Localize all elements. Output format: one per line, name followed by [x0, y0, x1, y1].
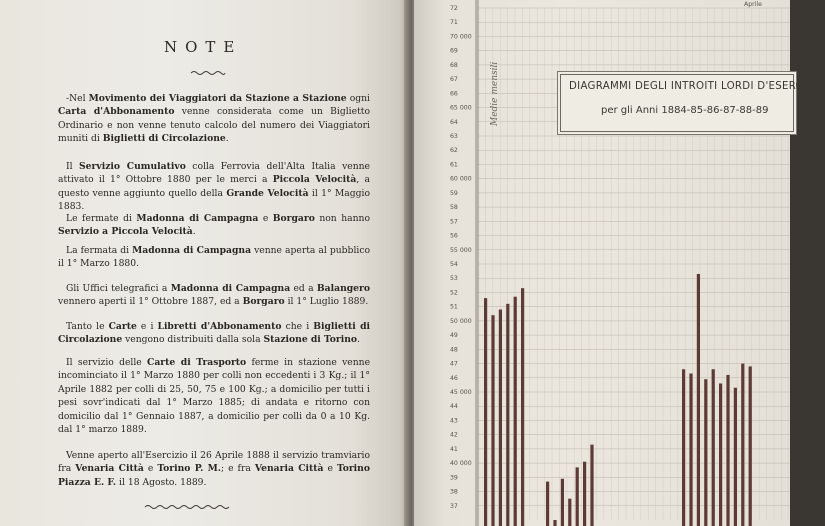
y-tick-label: 43	[450, 417, 458, 425]
y-tick-label: 45 000	[450, 389, 472, 396]
text-run: La fermata di	[66, 245, 133, 256]
y-tick-label: 42	[450, 431, 458, 439]
y-tick-label: 40 000	[450, 460, 472, 468]
income-bar	[749, 366, 752, 526]
y-tick-label: 41	[450, 445, 458, 453]
bold-term: Carte	[108, 321, 137, 332]
bold-term: Servizio a Piccola Velocità	[58, 226, 193, 238]
note-paragraph	[58, 92, 370, 146]
note-paragraph	[58, 212, 370, 239]
y-tick-label: 50 000	[450, 317, 472, 325]
bold-term: Venaria Città	[75, 463, 144, 475]
text-run: venne aperta al pubblico il 1° Marzo 1880.	[58, 245, 370, 270]
text-run: ferme in stazione venne incominciato il 1° Marzo 1880 per colli non eccedenti i 3 Kg.; il 1° Aprile 1882 per colli di 25, 50, 75 e 100 Kg.; a domicilio per tutti i pesi sovr'indicati dal 1° Marzo 1885; di andata e ritorno con domicilio dal 1° Gennaio 1887, a domicilio per colli da 0 a 10 Kg. dal 1° marzo 1889.	[58, 357, 371, 436]
income-bar	[561, 479, 564, 526]
text-run: ed a	[290, 283, 317, 294]
income-bar	[553, 520, 556, 526]
y-tick-label: 55 000	[450, 246, 472, 254]
y-tick-label: 51	[450, 303, 458, 311]
bold-term: Movimento dei Viaggiatori da Stazione a Stazione	[88, 93, 347, 104]
y-tick-label: 52	[450, 289, 458, 297]
bold-term: Venaria Città	[254, 463, 324, 475]
income-bar	[576, 467, 579, 526]
text-run: ogni	[346, 93, 370, 104]
income-bar	[704, 379, 707, 526]
text-run: vengono distribuiti dalla sola	[122, 334, 264, 346]
y-tick-label: 65 000	[450, 104, 472, 112]
text-run: non hanno	[314, 213, 370, 224]
income-bar	[719, 383, 722, 526]
y-tick-label: 37	[450, 502, 458, 510]
income-bar	[689, 374, 692, 526]
bold-term: Madonna di Campagna	[132, 245, 252, 256]
bold-term: Servizio Cumulativo	[79, 161, 186, 172]
bold-term: Madonna di Campagna	[136, 213, 259, 224]
y-tick-label: 64	[450, 118, 458, 126]
y-tick-label: 44	[450, 403, 458, 411]
bold-term: Grande Velocità	[226, 187, 309, 199]
bold-term: Carta d'Abbonamento	[58, 106, 175, 118]
bold-term: Stazione di Torino	[263, 334, 358, 346]
text-run: colla Ferrovia dell'Alta Italia venne attivato il 1° Ottobre 1880 per le merci a	[58, 161, 370, 186]
y-tick-label: 49	[450, 332, 458, 340]
y-tick-label: 59	[450, 189, 458, 197]
y-tick-label: 67	[450, 76, 458, 84]
y-tick-label: 60 000	[450, 175, 472, 183]
bold-term: Carte di Trasporto	[147, 357, 247, 368]
text-run: .	[225, 133, 229, 145]
y-tick-label: 71	[450, 19, 458, 27]
note-paragraph	[58, 449, 370, 489]
income-bar	[712, 369, 715, 526]
income-bar	[682, 369, 685, 526]
page-title: NOTE	[164, 38, 243, 56]
left-page	[0, 0, 412, 526]
bold-term: Madonna di Campagna	[170, 283, 291, 294]
income-bar	[590, 445, 593, 526]
y-tick-label: 66	[450, 90, 458, 98]
y-tick-label: 72	[450, 5, 458, 12]
text-run: -Nel	[66, 93, 89, 104]
text-run: Venne aperto all'Esercizio il 26 Aprile 1888 il servizio tramviario fra	[58, 450, 370, 475]
y-tick-label: 39	[450, 474, 458, 482]
end-flourish	[144, 504, 230, 510]
top-corner-text: Aprile	[744, 1, 762, 8]
note-paragraph	[58, 244, 370, 271]
text-run: il 1° Maggio 1883.	[58, 187, 370, 213]
y-axis-label: Medie mensili	[490, 61, 500, 126]
title-flourish	[190, 70, 226, 76]
note-paragraph	[58, 356, 370, 436]
income-bar	[521, 288, 524, 526]
note-paragraph	[58, 320, 370, 347]
bold-term: Biglietti di Circolazione	[58, 321, 371, 346]
bold-term: Libretti d'Abbonamento	[157, 321, 282, 332]
text-run: Tanto le	[66, 321, 109, 332]
income-bar	[583, 462, 586, 526]
y-tick-label: 68	[450, 61, 458, 69]
income-bar	[499, 310, 502, 526]
text-run: e i	[136, 321, 158, 332]
bold-term: Balangero	[316, 283, 370, 294]
y-tick-label: 61	[450, 161, 458, 169]
income-bar	[514, 297, 517, 526]
income-bar	[741, 364, 744, 526]
text-run: venne considerata come un Biglietto Ordinario e non venne tenuto calcolo del numero dei Viaggiatori muniti di	[58, 106, 370, 145]
y-tick-label: 62	[450, 147, 458, 155]
income-bar	[568, 499, 571, 526]
text-run: Gli Uffici telegrafici a	[66, 283, 171, 294]
diagram-title: DIAGRAMMI DEGLI INTROITI LORDI D'ESERCIZIO	[569, 81, 825, 92]
income-bar	[491, 315, 494, 526]
y-tick-label: 46	[450, 374, 458, 382]
y-tick-label: 53	[450, 275, 458, 283]
y-tick-label: 56	[450, 232, 458, 240]
text-run: il 1° Luglio 1889.	[284, 296, 369, 308]
diagram-subtitle: per gli Anni 1884-85-86-87-88-89	[601, 105, 769, 116]
text-run: e	[258, 213, 273, 224]
text-run: ; e fra	[220, 463, 255, 475]
y-tick-label: 63	[450, 133, 458, 140]
text-run: e	[143, 463, 158, 475]
y-tick-label: 69	[450, 47, 458, 55]
y-tick-label: 57	[450, 218, 458, 226]
bold-term: Torino Piazza E. F.	[58, 463, 370, 488]
income-bar	[697, 274, 700, 526]
diagram-title-box	[560, 74, 825, 132]
note-paragraph	[58, 160, 370, 214]
income-bar	[726, 375, 729, 526]
y-tick-label: 58	[450, 204, 458, 212]
text-run: .	[357, 334, 360, 346]
y-tick-label: 47	[450, 360, 458, 368]
y-tick-label: 54	[450, 261, 458, 268]
note-paragraph	[58, 282, 370, 309]
text-run: , a questo venne aggiunto quello della	[58, 174, 370, 199]
text-run: Il servizio delle	[66, 357, 148, 368]
text-run: Il	[66, 161, 80, 172]
income-bar	[506, 304, 509, 526]
bold-term: Piccola Velocità	[272, 174, 357, 186]
text-run: .	[192, 226, 196, 238]
text-run: e	[323, 463, 337, 475]
y-tick-label: 38	[450, 488, 458, 496]
bold-term: Torino P. M.	[157, 463, 221, 475]
income-bar	[484, 298, 487, 526]
bold-term: Borgaro	[272, 213, 315, 224]
y-tick-label: 70 000	[450, 33, 472, 41]
income-bar	[546, 482, 549, 526]
bold-term: Biglietti di Circolazione	[102, 133, 226, 145]
text-run: il 18 Agosto. 1889.	[116, 476, 207, 488]
y-tick-label: 48	[450, 346, 458, 354]
right-page	[414, 0, 825, 526]
text-run: Le fermate di	[66, 213, 137, 224]
text-run: che i	[281, 321, 314, 332]
bold-term: Borgaro	[242, 296, 285, 308]
income-bar	[734, 388, 737, 526]
text-run: vennero aperti il 1° Ottobre 1887, ed a	[58, 296, 243, 308]
